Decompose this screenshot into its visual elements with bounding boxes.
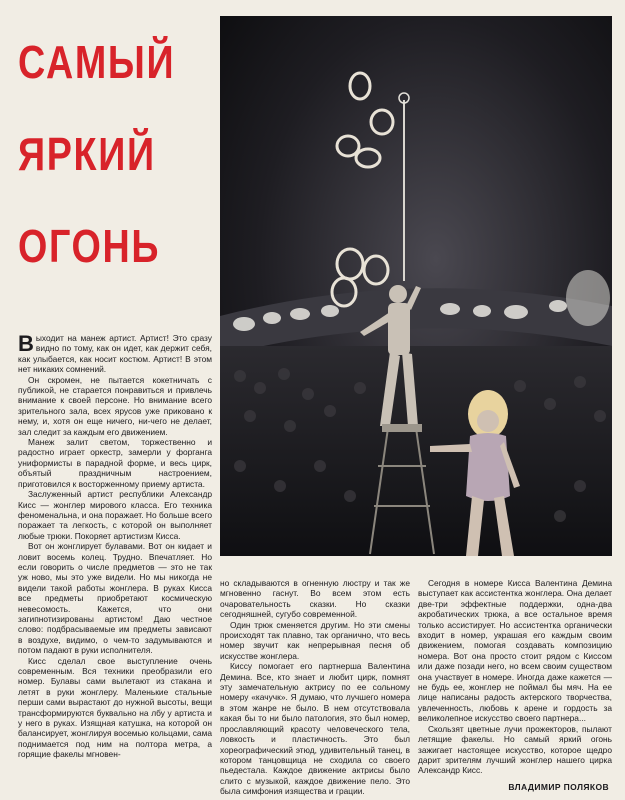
drop-cap: В: [18, 331, 34, 356]
title-line-3: ОГОНЬ: [18, 220, 161, 272]
paragraph: Кисс сделал свое выступление очень современным. Вся техники преобразили его номер. Булавы сами вылетают из стакана и летят в руки жонглеру. Маленькие стальные перши сами вырастают до нужной высоты, вещи трансформируются буквально на лбу у артиста и у него в руках. Изящная катушка, на которой он балансирует, жонглируя восемью кольцами, сама поднимается под ним на полтора метра, а горящие факелы мгновен-: [18, 655, 212, 760]
article-column-3: [418, 578, 612, 776]
paragraph: Один трюк сменяется другим. Но эти смены происходят так плавно, так органично, что весь номер звучит как непрерывная песня об искусстве жонглера.: [220, 619, 410, 661]
paragraph: Киссу помогает его партнерша Валентина Демина. Все, кто знает и любит цирк, помнят эту замечательную актрису по ее сольному номеру «качучк». Я думаю, что лучшего номера в этом жанре не было. В нем отсутствовала какая бы то ни было патология, это был номер, прославляющий красоту человеческого тела, ловкость и пластичность. Это был хореографический этюд, удивительный танец, в котором танцовщица не сходила со своего пьедестала. Каждое движение актрисы было слито с музыкой, каждое движение пело. Это была симфония изящества и грации.: [220, 661, 410, 797]
title-line-1: САМЫЙ: [18, 36, 176, 88]
paragraph: Сегодня в номере Кисса Валентина Демина выступает как ассистентка жонглера. Она делает две-три эффектные поддержки, одна-два акробатических трюка, а все остальное время только ассистирует. Но ассистентка органически входит в номер, украшая его каждым своим движением, помогая создавать композицию номера. Вот она просто стоит рядом с Киссом или даже позади него, но всем своим существом она участвует в номере. Иногда даже кажется — не будь ее, жонглер не поймал бы мяч. На ее лице написаны радость актерского творчества, увлеченность, любовь к арене и гордость за великолепное искусство своего партнера...: [418, 578, 612, 724]
paragraph: [18, 333, 212, 375]
paragraph: Вот он жонглирует булавами. Вот он кидает и ловит восемь колец. Трудно. Впечатляет. Но если говорить о числе предметов — это не так уж ново, мы это уже видели. Но мы никогда не видели такой работы жонглера. В руках Кисса все предметы приобретают космическую невесомость. Кажется, что они загипнотизированы артистом! Даю честное слово: подбрасываемые им предметы зависают в воздухе, видимо, о чем-то задумываются и потом падают в руки исполнителя.: [18, 541, 212, 656]
paragraph: Он скромен, не пытается кокетничать с публикой, не старается понравиться и привлечь внимание к своей персоне. Но внимание всего зрительного зала, всех ярусов уже приковано к нему, и, хотя он еще ничего, ни-чего не делает, зал следит за каждым его движением.: [18, 374, 212, 437]
article-column-2: [220, 578, 410, 797]
article-column-1: [18, 333, 212, 760]
title-line-2: ЯРКИЙ: [18, 128, 156, 180]
paragraph-text: ыходит на манеж артист. Артист! Это сразу видно по тому, как он идет, как держит себя, как улыбается, как носит костюм. Артист! В этом нет никаких сомнений.: [18, 333, 212, 375]
paragraph: но складываются в огненную люстру и так же мгновенно гаснут. Во всем этом есть очаровательность сказки. Но сказки сегодняшней, сугубо современной.: [220, 578, 410, 620]
paragraph: Скользят цветные лучи прожекторов, пылают летящие факелы. Но самый яркий огонь зажигает настоящее искусство, которое щедро дарит зрителям лучший жонглер нашего цирка Александр Кисс.: [418, 723, 612, 776]
paragraph: Заслуженный артист республики Александр Кисс — жонглер мирового класса. Его техника феноменальна, и она поражает. Но больше всего поражает та легкость, с которой он выполняет любые трюки. Покоряет артистизм Кисса.: [18, 489, 212, 541]
article-title: [18, 16, 182, 292]
juggler-photo-illustration: [220, 16, 612, 556]
circus-photo: [220, 16, 612, 556]
paragraph: Манеж залит светом, торжественно и радостно играет оркестр, замерли у форганга униформисты в парадной форме, и весь цирк, объятый праздничным настроением, приготовился к восторженному приему артиста.: [18, 437, 212, 489]
author-byline: ВЛАДИМИР ПОЛЯКОВ: [508, 782, 609, 792]
